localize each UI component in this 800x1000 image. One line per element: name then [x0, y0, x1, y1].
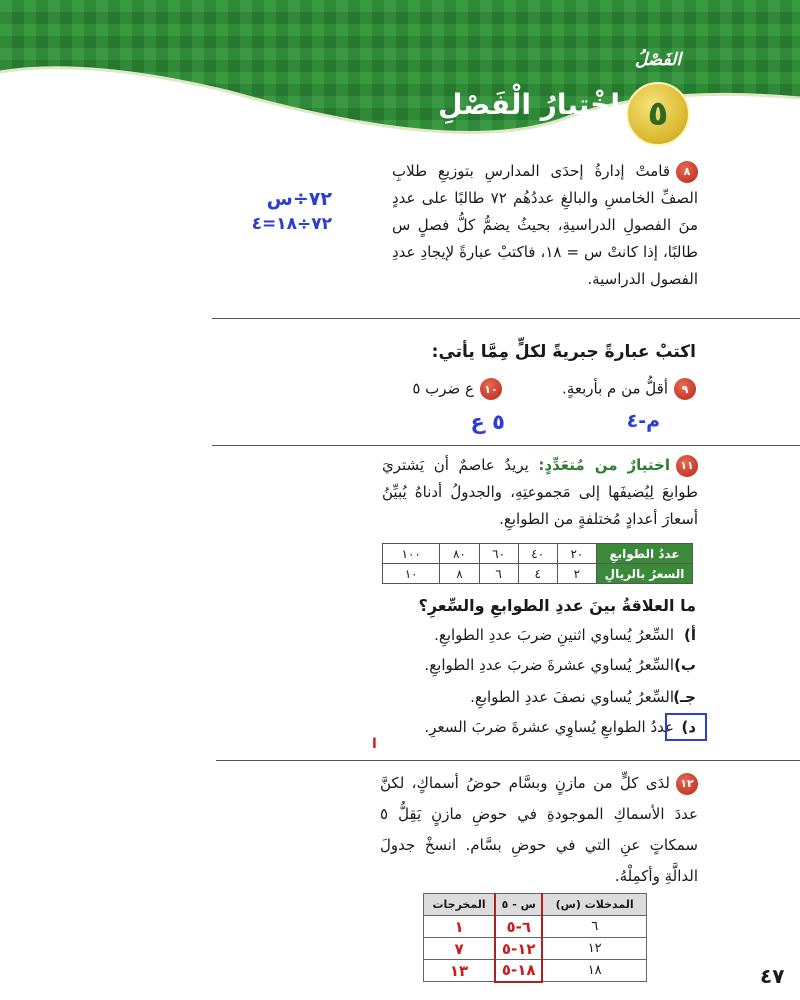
q9-answer: م-٤	[626, 410, 660, 432]
q11-text: يريدُ عاصمٌ أن يَشتريَ طوابعَ لِيُضيفَها إلى مَجموعتِهِ، والجدولُ أدناهُ يُبيِّنُ أسعارَ أعدادٍ مُختلفةٍ من الطوابعِ.	[382, 456, 698, 528]
option-d[interactable]	[366, 718, 696, 736]
option-letter: أ)	[684, 626, 696, 644]
option-text: السِّعرُ يُساوي عشرةَ ضربَ عددِ الطوابعِ.	[424, 656, 674, 674]
q10-answer: ٥ ع	[470, 410, 505, 434]
option-text: عددُ الطوابعِ يُساوِي عشرةَ ضربَ السعرِ.	[424, 718, 674, 736]
q8-answer-line2: ٧٢÷١٨=٤	[251, 214, 332, 234]
q8-number-icon: ٨	[676, 161, 698, 183]
stamps-price-table	[382, 543, 693, 584]
divider-3	[216, 760, 800, 761]
q9-text: أقلُّ من م بأربعةٍ.	[562, 379, 668, 398]
input-cell: ١٢	[542, 938, 646, 960]
table-header-row	[424, 894, 647, 916]
option-letter: ب)	[674, 656, 696, 674]
output-cell: ١٣	[424, 960, 496, 982]
table-cell: ٢٠	[557, 544, 596, 564]
table-cell: ٨	[440, 564, 479, 584]
q12-number-icon: ١٢	[676, 773, 698, 795]
option-letter: د)	[681, 718, 696, 736]
chapter-title: اخْتِبارُ الْفَصْلِ	[438, 88, 620, 121]
table-row	[424, 916, 647, 938]
table-cell: ٤	[518, 564, 557, 584]
q8-text-block	[392, 158, 698, 293]
option-text: السِّعرُ يُساوي نصفَ عددِ الطوابعِ.	[470, 688, 674, 706]
table-row	[424, 938, 647, 960]
table-cell: ٦٠	[479, 544, 518, 564]
option-a[interactable]	[366, 626, 696, 644]
selected-answer-box	[665, 713, 707, 741]
function-table	[423, 893, 647, 983]
section-heading: اكتبْ عبارةً جبريةً لكلٍّ مِمَّا يأتي:	[431, 342, 696, 362]
header-outputs: المخرجات	[424, 894, 496, 916]
table-row	[383, 564, 693, 584]
table-cell: ٤٠	[518, 544, 557, 564]
header-inputs: المدخلات (س)	[542, 894, 646, 916]
input-cell: ٦	[542, 916, 646, 938]
divider-1	[212, 318, 800, 319]
table-cell: ٨٠	[440, 544, 479, 564]
chapter-number-badge: ٥	[626, 82, 690, 146]
table-cell: ٢	[557, 564, 596, 584]
q8-answer-line1: ٧٢÷س	[266, 188, 332, 210]
row-header-price: السعرُ بالريالِ	[597, 564, 693, 584]
row-header-stamps: عددُ الطوابعِ	[597, 544, 693, 564]
q8-text: قامتْ إدارةُ إحدَى المدارسِ بتوزيعِ طلابِ الصفِّ الخامسِ والبالغِ عددُهُم ٧٢ طالبًا على عددٍ منَ الفصولِ الدراسيةِ، بحيثُ يضمُّ كلُّ فصلٍ س طالبًا، إذا كانتْ س = ١٨، فاكتبْ عبارةً لإيجادِ عددِ الفصول الدراسية.	[392, 162, 698, 288]
q11-question: ما العلاقةُ بينَ عددِ الطوابعِ والسِّعرِ؟	[418, 596, 696, 615]
option-letter: جـ)	[673, 688, 696, 706]
table-cell: ٦	[479, 564, 518, 584]
q10-item	[380, 378, 502, 400]
q9-item	[540, 378, 696, 400]
option-b[interactable]	[366, 656, 696, 674]
page-number: ٤٧	[760, 964, 785, 988]
option-text: السِّعرُ يُساوي اثنينِ ضربَ عددِ الطوابعِ.	[434, 626, 674, 644]
q11-label: اختيارٌ من مُتعَدِّدٍ:	[538, 456, 670, 474]
q11-text-block	[382, 452, 698, 533]
divider-2	[212, 445, 800, 446]
q10-text: ع ضرب ٥	[412, 379, 474, 398]
table-row	[424, 960, 647, 982]
output-cell: ١	[424, 916, 496, 938]
table-cell: ١٠	[383, 564, 440, 584]
q10-number-icon: ١٠	[480, 378, 502, 400]
q11-mark: ا	[372, 736, 377, 752]
table-row	[383, 544, 693, 564]
option-c[interactable]	[366, 688, 696, 706]
q9-number-icon: ٩	[674, 378, 696, 400]
header-rule: س - ٥	[495, 894, 542, 916]
rule-cell: ١٨-٥	[495, 960, 542, 982]
rule-cell: ٦-٥	[495, 916, 542, 938]
q12-text: لدَى كلٍّ من مازنٍ وبسَّام حوضُ أسماكٍ، لكنَّ عددَ الأسماكِ الموجودةِ في حوضِ مازنٍ يَقِلُّ ٥ سمكاتٍ عنِ التي في حوضِ بسَّام. انسخْ جدولَ الدالَّةِ وأكمِلْهُ.	[380, 774, 698, 885]
q11-number-icon: ١١	[676, 455, 698, 477]
table-cell: ١٠٠	[383, 544, 440, 564]
rule-cell: ١٢-٥	[495, 938, 542, 960]
chapter-word: الفَصْلُ	[634, 50, 682, 70]
output-cell: ٧	[424, 938, 496, 960]
input-cell: ١٨	[542, 960, 646, 982]
q12-text-block	[380, 768, 698, 892]
